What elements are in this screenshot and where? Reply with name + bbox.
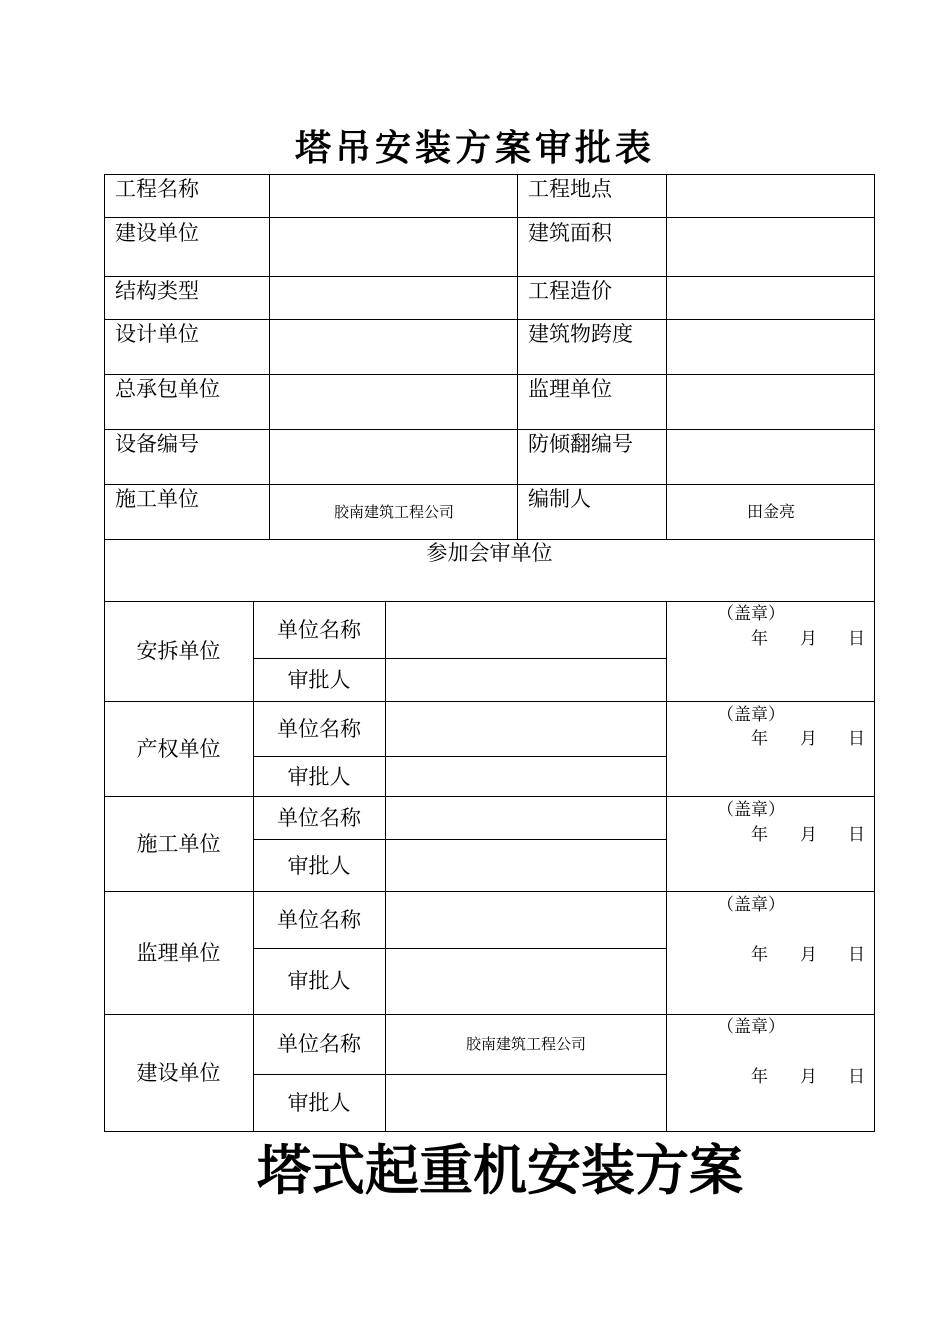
date-line [667, 728, 874, 750]
date-line [667, 824, 874, 846]
month-label: 月 [800, 825, 817, 845]
year-label: 年 [751, 825, 768, 845]
form-title: 塔吊安装方案审批表 [294, 127, 655, 169]
year-label: 年 [751, 945, 768, 965]
approver-label: 审批人 [287, 1091, 351, 1115]
stamp-label: （盖章） [717, 1017, 785, 1037]
day-label: 日 [848, 945, 865, 965]
project-cost-label: 工程造价 [528, 279, 612, 303]
project-cost-field[interactable] [667, 277, 873, 319]
approver-label: 审批人 [287, 854, 351, 878]
anti-overturn-no-label: 防倾翻编号 [528, 432, 633, 456]
date-line [667, 628, 874, 650]
approver-field[interactable] [386, 949, 665, 1014]
project-name-label: 工程名称 [115, 177, 199, 201]
stamp-label: （盖章） [717, 705, 785, 725]
stamp-label: （盖章） [717, 800, 785, 820]
general-contractor-field[interactable] [270, 375, 516, 429]
equipment-no-label: 设备编号 [115, 432, 199, 456]
stamp-label: （盖章） [717, 895, 785, 915]
design-unit-label: 设计单位 [115, 322, 199, 346]
construction-unit-value[interactable]: 胶南建筑工程公司 [333, 503, 454, 521]
day-label: 日 [848, 629, 865, 649]
approver-field[interactable] [386, 757, 665, 796]
owner-unit-label: 建设单位 [115, 221, 199, 245]
building-area-label: 建筑面积 [528, 221, 612, 245]
project-name-field[interactable] [270, 175, 516, 217]
equipment-no-field[interactable] [270, 430, 516, 484]
approver-field[interactable] [386, 659, 665, 701]
date-line [667, 944, 874, 966]
compiler-label: 编制人 [528, 487, 591, 511]
year-label: 年 [751, 629, 768, 649]
project-location-label: 工程地点 [528, 177, 612, 201]
approver-field[interactable] [386, 840, 665, 891]
unit-name-value[interactable]: 胶南建筑工程公司 [465, 1035, 586, 1053]
building-span-label: 建筑物跨度 [528, 322, 633, 346]
construction-unit-label: 施工单位 [115, 487, 199, 511]
unit-label: 施工单位 [136, 832, 221, 856]
unit-label: 安拆单位 [136, 639, 221, 663]
structure-type-label: 结构类型 [115, 279, 199, 303]
building-area-field[interactable] [667, 218, 873, 275]
structure-type-field[interactable] [270, 277, 516, 319]
unit-name-label: 单位名称 [277, 908, 361, 932]
month-label: 月 [800, 729, 817, 749]
stamp-label: （盖章） [717, 604, 785, 624]
owner-unit-field[interactable] [270, 218, 516, 275]
unit-label: 产权单位 [136, 737, 221, 761]
unit-label: 建设单位 [136, 1061, 221, 1085]
day-label: 日 [848, 825, 865, 845]
supervision-unit-label: 监理单位 [528, 377, 612, 401]
approver-label: 审批人 [287, 668, 351, 692]
design-unit-field[interactable] [270, 320, 516, 374]
unit-label: 监理单位 [136, 941, 221, 965]
unit-name-label: 单位名称 [277, 1032, 361, 1056]
day-label: 日 [848, 729, 865, 749]
unit-name-label: 单位名称 [277, 806, 361, 830]
compiler-value[interactable]: 田金亮 [746, 502, 795, 521]
document-subtitle: 塔式起重机安装方案 [257, 1138, 743, 1202]
month-label: 月 [800, 1067, 817, 1087]
general-contractor-label: 总承包单位 [115, 377, 220, 401]
unit-name-label: 单位名称 [277, 717, 361, 741]
month-label: 月 [800, 945, 817, 965]
year-label: 年 [751, 729, 768, 749]
review-units-header: 参加会审单位 [426, 541, 553, 565]
unit-name-label: 单位名称 [277, 618, 361, 642]
date-line [667, 1066, 874, 1088]
approver-label: 审批人 [287, 969, 351, 993]
project-location-field[interactable] [667, 175, 873, 217]
anti-overturn-no-field[interactable] [667, 430, 873, 484]
building-span-field[interactable] [667, 320, 873, 374]
month-label: 月 [800, 629, 817, 649]
approver-label: 审批人 [287, 765, 351, 789]
approver-field[interactable] [386, 1075, 665, 1131]
day-label: 日 [848, 1067, 865, 1087]
supervision-unit-field[interactable] [667, 375, 873, 429]
year-label: 年 [751, 1067, 768, 1087]
